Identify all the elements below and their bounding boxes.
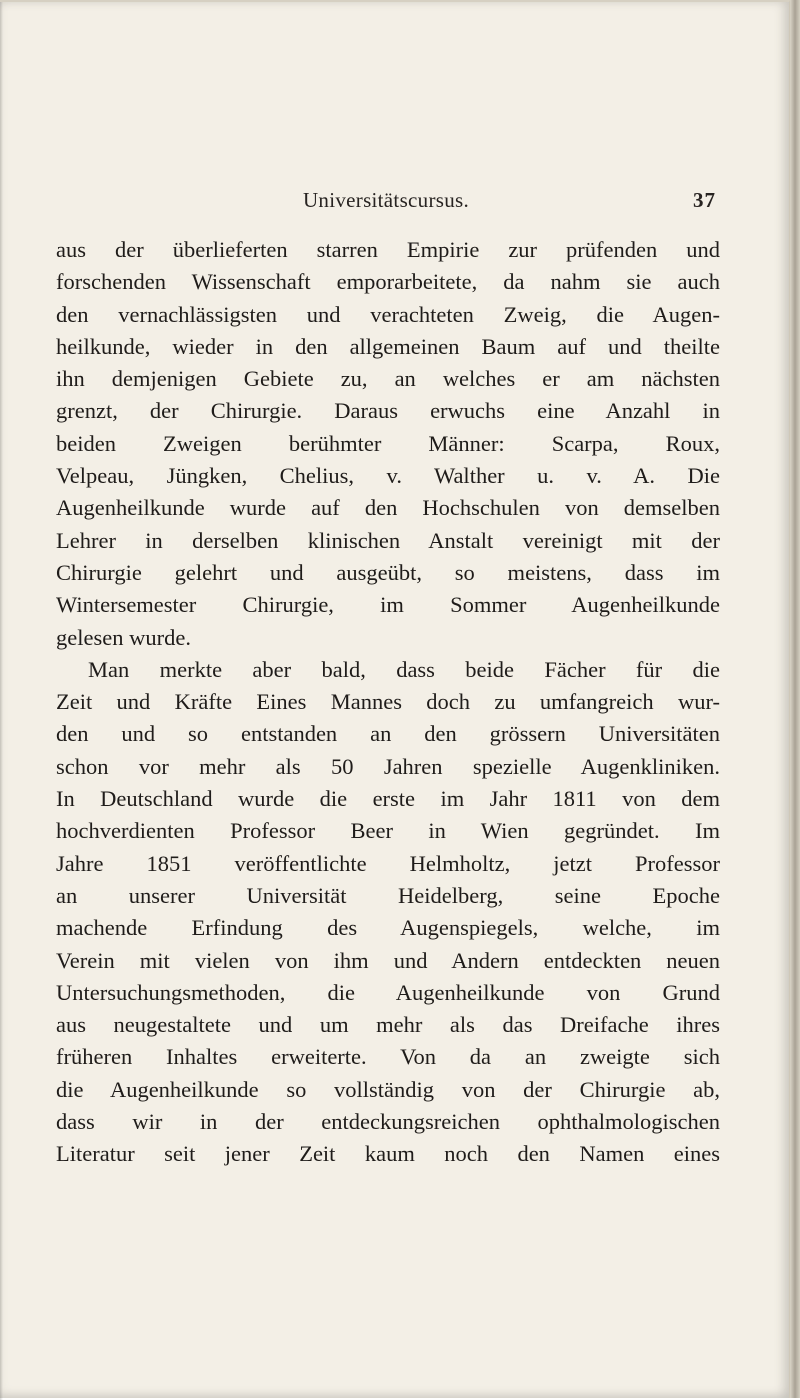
text-line: heilkunde, wieder in den allgemeinen Baum auf und theilte [56, 333, 720, 359]
text-line: Jahre 1851 veröffentlichte Helmholtz, jetzt Professor [56, 850, 720, 876]
text-line: hochverdienten Professor Beer in Wien gegründet. Im [56, 818, 720, 844]
text-line: gelesen wurde. [56, 624, 191, 650]
text-line: den und so entstanden an den grössern Universitäten [56, 721, 720, 747]
text-line: Chirurgie gelehrt und ausgeübt, so meistens, dass im [56, 559, 720, 585]
running-head [56, 188, 716, 216]
text-line: Augenheilkunde wurde auf den Hochschulen von demselben [56, 495, 720, 521]
body-text [56, 234, 720, 1171]
paragraph-1 [56, 234, 720, 654]
text-line: schon vor mehr als 50 Jahren spezielle Augenkliniken. [56, 753, 720, 779]
text-line: aus neugestaltete und um mehr als das Dreifache ihres [56, 1012, 720, 1038]
running-title: Universitätscursus. [302, 188, 470, 212]
paragraph-2 [56, 654, 720, 1171]
text-line: ihn demjenigen Gebiete zu, an welches er am nächsten [56, 366, 720, 392]
text-line: den vernachlässigsten und verachteten Zweig, die Augen- [56, 301, 720, 327]
text-line: Verein mit vielen von ihm und Andern entdeckten neuen [56, 947, 720, 973]
page-number: 37 [693, 188, 716, 212]
text-line: dass wir in der entdeckungsreichen ophthalmologischen [56, 1109, 720, 1135]
text-line: Lehrer in derselben klinischen Anstalt vereinigt mit der [56, 527, 720, 553]
text-line: Literatur seit jener Zeit kaum noch den Namen eines [56, 1141, 720, 1167]
text-line: Wintersemester Chirurgie, im Sommer Augenheilkunde [56, 592, 720, 618]
text-line: grenzt, der Chirurgie. Daraus erwuchs eine Anzahl in [56, 398, 720, 424]
text-line: Untersuchungsmethoden, die Augenheilkunde von Grund [56, 979, 720, 1005]
text-line: beiden Zweigen berühmter Männer: Scarpa, Roux, [56, 430, 720, 456]
text-line: die Augenheilkunde so vollständig von der Chirurgie ab, [56, 1076, 720, 1102]
page-gutter-shadow [0, 2, 3, 1400]
text-line: Velpeau, Jüngken, Chelius, v. Walther u. v. A. Die [56, 463, 720, 489]
text-line: Man merkte aber bald, dass beide Fächer für die [88, 656, 720, 682]
text-line: früheren Inhaltes erweiterte. Von da an zweigte sich [56, 1044, 720, 1070]
text-line: aus der überlieferten starren Empirie zur prüfenden und [56, 237, 720, 262]
text-line: Zeit und Kräfte Eines Mannes doch zu umfangreich wur- [56, 689, 720, 715]
text-line: forschenden Wissenschaft emporarbeitete, da nahm sie auch [56, 269, 720, 295]
page-edge-shadow [790, 0, 800, 1398]
text-line: machende Erfindung des Augenspiegels, welche, im [56, 915, 720, 941]
text-line: In Deutschland wurde die erste im Jahr 1811 von dem [56, 786, 720, 812]
text-line: an unserer Universität Heidelberg, seine Epoche [56, 882, 720, 908]
